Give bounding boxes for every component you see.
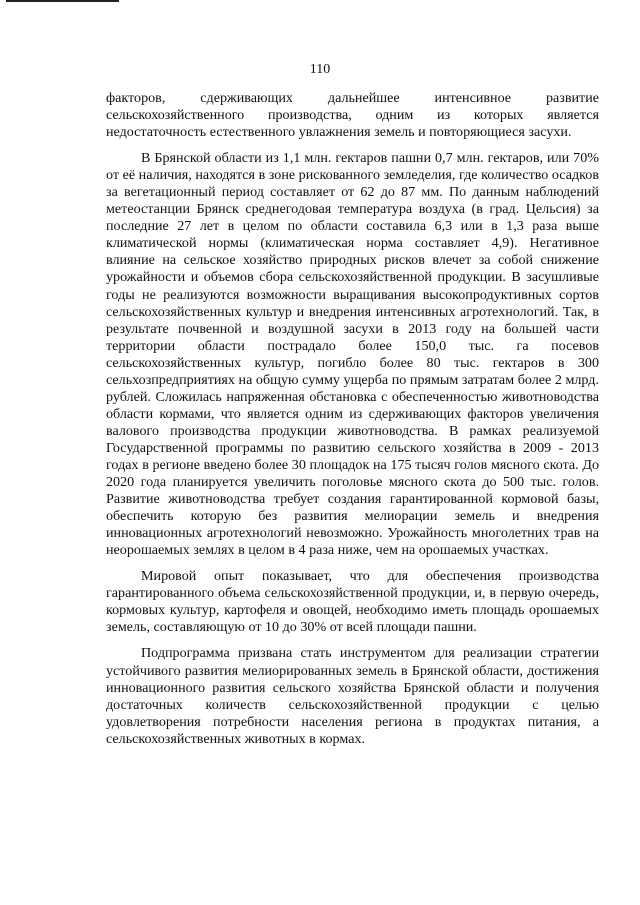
paragraph-subprogram-purpose: Подпрограмма призвана стать инструментом для реализации стратегии устойчивого развития мелиорированных земель в Брянской области, достижения инновационного развития сельского хозяйства Брянской области и получения достаточных количеств сельскохозяйственной продукции с целью удовлетворения потребности населения региона в продуктах питания, а сельскохозяйственных животных в кормах. [106,645,599,747]
paragraph-world-experience: Мировой опыт показывает, что для обеспечения производства гарантированного объема сельскохозяйственной продукции, и, в первую очередь, кормовых культур, картофеля и овощей, необходимо иметь площадь орошаемых земель, составляющую от 10 до 30% от всей площади пашни. [106,568,599,636]
scan-edge-mark [6,0,119,2]
document-body [106,90,599,757]
paragraph-bryansk-region-risks: В Брянской области из 1,1 млн. гектаров пашни 0,7 млн. гектаров, или 70% от её наличия, находятся в зоне рискованного земледелия, где количество осадков за вегетационный период составляет от 62 до 87 мм. По данным наблюдений метеостанции Брянск среднегодовая температура воздуха (в град. Цельсия) за последние 27 лет в целом по области составила 6,3 или в 1,3 раза выше климатической нормы (климатическая норма составляет 4,9). Негативное влияние на сельское хозяйство природных рисков влечет за собой снижение урожайности и объемов сбора сельскохозяйственной продукции. В засушливые годы не реализуются возможности выращивания высокопродуктивных сортов сельскохозяйственных культур и внедрения интенсивных агротехнологий. Так, в результате почвенной и воздушной засухи в 2013 году на большей части территории области пострадало более 150,0 тыс. га посевов сельскохозяйственных культур, погибло более 80 тыс. гектаров в 300 сельхозпредприятиях на общую сумму ущерба по прямым затратам более 2 млрд. рублей. Сложилась напряженная обстановка с обеспеченностью животноводства области кормами, что является одним из сдерживающих факторов увеличения валового производства продукции животноводства. В рамках реализуемой Государственной программы по развитию сельского хозяйства в 2009 - 2013 годах в регионе введено более 30 площадок на 175 тысяч голов мясного скота. До 2020 года планируется увеличить поголовье мясного скота до 500 тыс. голов. Развитие животноводства требует создания гарантированной кормовой базы, обеспечить которую без развития мелиорации земель и внедрения инновационных агротехнологий невозможно. Урожайность многолетних трав на неорошаемых землях в целом в 4 раза ниже, чем на орошаемых участках. [106,150,599,559]
page-number: 110 [309,62,331,77]
paragraph-continuation: факторов, сдерживающих дальнейшее интенсивное развитие сельскохозяйственного производства, одним из которых является недостаточность естественного увлажнения земель и повторяющиеся засухи. [106,90,599,141]
